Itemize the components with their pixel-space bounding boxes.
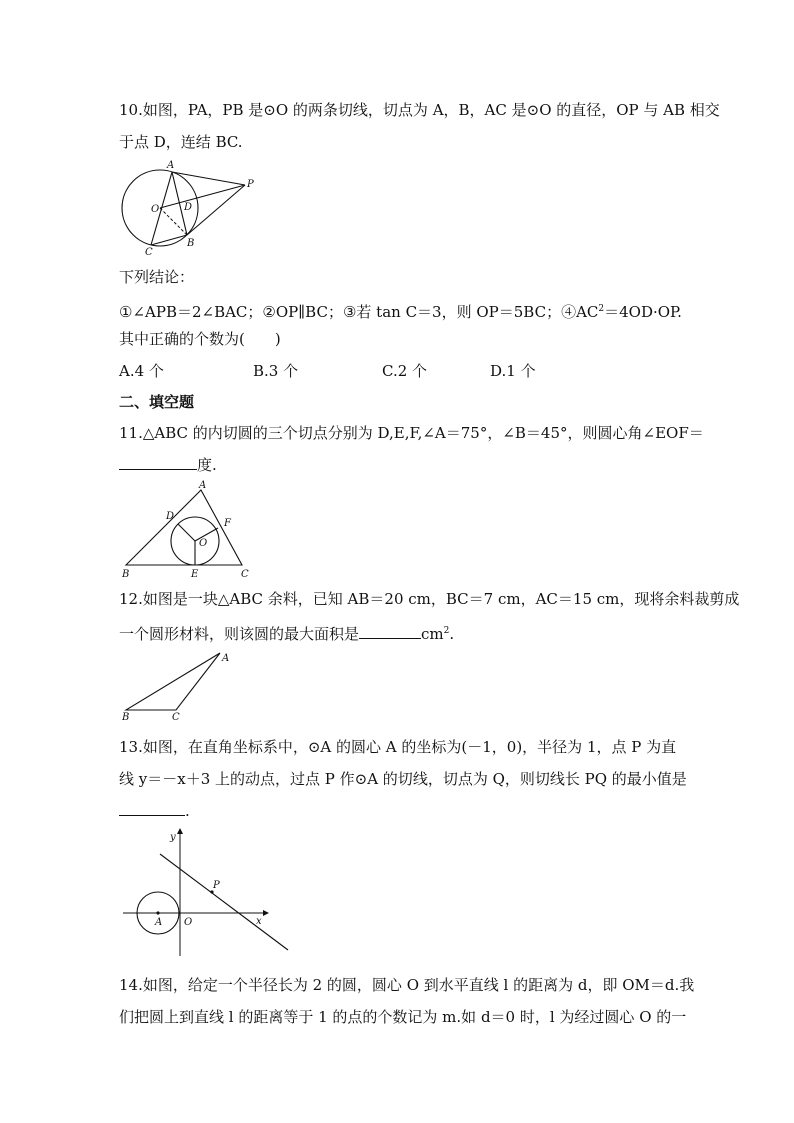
q12-label-b: B	[122, 712, 130, 723]
q10-conclusions-intro: 下列结论：	[119, 268, 195, 286]
q10-conclusions-tail: ＝4OD·OP.	[604, 303, 682, 321]
q10-label-d: D	[184, 202, 193, 213]
q14-text-line1: 14.如图，给定一个半径长为 2 的圆，圆心 O 到水平直线 l 的距离为 d，即 OM＝d.我	[119, 976, 695, 994]
q13-x-axis-arrow	[263, 910, 269, 916]
q11-label-o: O	[199, 538, 208, 549]
q11-label-c: C	[241, 569, 249, 580]
q12-line2-sup: 2	[443, 626, 450, 636]
q12-text-line2	[119, 621, 454, 644]
q11-label-b: B	[122, 569, 130, 580]
q12-label-c: C	[172, 712, 180, 723]
q10-label-o: O	[151, 204, 160, 215]
q10-label-b: B	[187, 238, 195, 249]
q12-triangle-abc	[126, 653, 220, 710]
q10-option-a: A.4 个	[119, 362, 164, 380]
q11-answer-blank	[119, 455, 197, 470]
q12-text-line1: 12.如图是一块△ABC 余料，已知 AB＝20 cm，BC＝7 cm，AC＝15 cm，现将余料裁剪成	[119, 590, 740, 608]
q11-figure	[118, 480, 268, 582]
q13-label-a: A	[155, 917, 163, 928]
q11-radius-od	[178, 524, 195, 541]
q10-label-c: C	[145, 247, 153, 258]
q10-tangent-pa	[172, 172, 245, 185]
q10-conclusions-main: ①∠APB＝2∠BAC；②OP∥BC；③若 tan C＝3，则 OP＝5BC；④AC	[119, 303, 599, 321]
q10-conclusions	[119, 299, 682, 322]
q13-text-line3	[119, 801, 190, 821]
q10-option-b: B.3 个	[253, 362, 299, 380]
q10-option-c: C.2 个	[382, 362, 428, 380]
q13-label-p: P	[213, 880, 220, 891]
q13-label-y: y	[170, 832, 176, 843]
q11-text-line1: 11.△ABC 的内切圆的三个切点分别为 D,E,F,∠A＝75°，∠B＝45°，则圆心角∠EOF＝	[119, 424, 704, 442]
q14-text-line2: 们把圆上到直线 l 的距离等于 1 的点的个数记为 m.如 d＝0 时，l 为经过圆心 O 的一	[119, 1008, 687, 1026]
q12-line2-end: .	[449, 625, 455, 643]
q11-line2-tail: 度.	[197, 456, 217, 474]
q13-answer-blank	[119, 801, 185, 816]
q10-chord-bc	[151, 235, 187, 245]
q12-label-a: A	[222, 653, 230, 664]
q13-y-axis-arrow	[177, 828, 183, 834]
q10-option-d: D.1 个	[490, 362, 536, 380]
q12-answer-blank	[359, 624, 421, 639]
q10-conclusions-sup: 2	[598, 304, 605, 314]
q11-label-f: F	[224, 518, 231, 529]
q13-text-line1: 13.如图，在直角坐标系中，⊙A 的圆心 A 的坐标为(－1，0)，半径为 1，点 P 为直	[119, 738, 677, 756]
q13-line-y-eq-neg-x-plus-3	[160, 854, 288, 950]
q11-label-d: D	[166, 511, 175, 522]
q13-point-a	[156, 911, 159, 914]
q10-text-line1: 10.如图，PA，PB 是⊙O 的两条切线，切点为 A，B，AC 是⊙O 的直径，OP 与 AB 相交	[119, 101, 720, 119]
q10-figure	[120, 158, 260, 258]
q13-label-x: x	[256, 916, 262, 927]
q11-text-line2	[119, 455, 217, 475]
q10-label-p: P	[247, 179, 254, 190]
q11-label-a: A	[199, 480, 207, 491]
q13-label-o: O	[184, 917, 193, 928]
q12-figure	[118, 648, 238, 724]
q10-radius-ob	[160, 208, 187, 235]
q13-line3-tail: .	[185, 802, 190, 820]
q10-text-line2: 于点 D，连结 BC.	[119, 133, 243, 151]
q13-figure	[118, 826, 278, 956]
q10-label-a: A	[167, 160, 175, 171]
q12-line2-unit: cm	[421, 625, 444, 643]
section-title: 二、填空题	[119, 393, 195, 411]
q13-text-line2: 线 y＝－x＋3 上的动点，过点 P 作⊙A 的切线，切点为 Q，则切线长 PQ 的最小值是	[119, 770, 687, 788]
q12-line2-head: 一个圆形材料，则该圆的最大面积是	[119, 625, 360, 643]
q11-label-e: E	[191, 569, 199, 580]
q10-question: 其中正确的个数为( )	[119, 330, 281, 348]
